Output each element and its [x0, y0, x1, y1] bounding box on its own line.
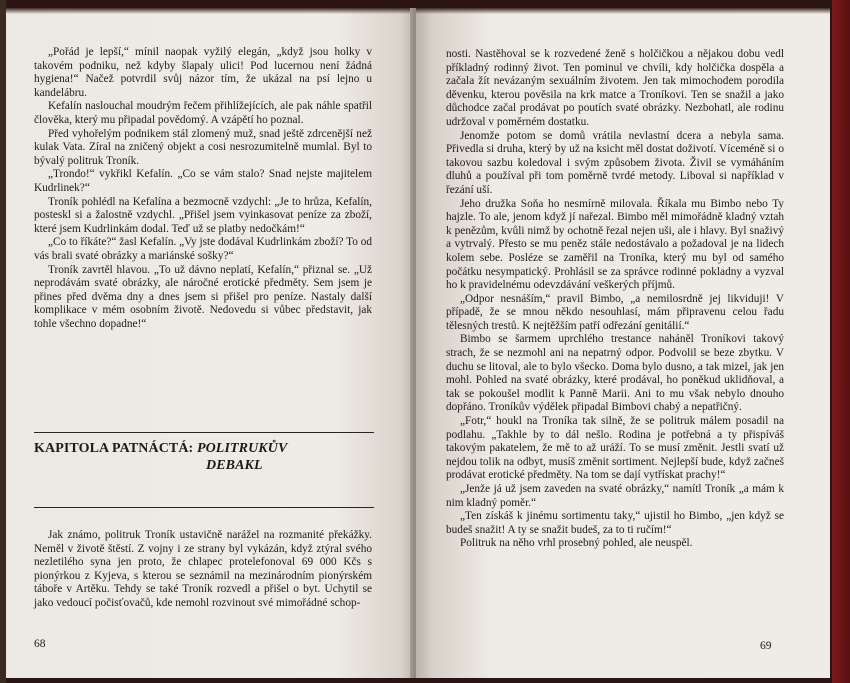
paragraph: Jenomže potom se domů vrátila nevlastní dcera a nebyla sama. Přivedla si druha, který by už na ksicht měl dostat doživotí. Víceméně si o takovou sazbu koledoval i svým způsobem života. Živil se vymáháním dluhů a používal při tom poměrně tvrdé metody. Liboval si například v řezání uší.	[446, 129, 784, 196]
paragraph: Jeho družka Soňa ho nesmírně milovala. Říkala mu Bimbo nebo Ty hajzle. To ale, jenom když jí nařezal. Bimbo měl mimořádně kladný vztah k penězům, kvůli nimž by ochotně řezal nejen uši, ale i hlavy. Byl snaživý a vytrvalý. Přesto se mu peněz stále nedostávalo a požadoval je na lidech kolem sebe. Posléze se zaměřil na Troníka, který mu byl od samého počátku nesympatický. Prohlásil se za správce rodinné pokladny a vyzval ho k pravidelnému odevzdávání veškerých příjmů.	[446, 197, 784, 292]
chapter-title-line1: POLITRUKŮV	[196, 441, 288, 456]
chapter-number: KAPITOLA PATNÁCTÁ:	[34, 441, 194, 456]
paragraph: „Ten získáš k jinému sortimentu taky,“ ujistil ho Bimbo, „jen když se budeš snažit! A ty se snažit budeš, za to ti ručím!“	[446, 510, 784, 536]
paragraph: nosti. Nastěhoval se k rozvedené ženě s holčičkou a nějakou dobu vedl příkladný rodinný život. Ten pominul ve chvíli, kdy holčička dospěla a začala žít nevázaným sexuálním životem. Jen tak mimochodem porodila děvenku, kterou pověsila na krk matce a Troníkovi. Ten se snažil a jako důchodce začal prodávat po poutích svaté obrázky. Nezbohatl, ale rodinu udržoval v poměrném dostatku.	[446, 48, 784, 128]
chapter-rule-bottom	[34, 507, 374, 508]
paragraph: „Co to říkáte?“ žasl Kefalín. „Vy jste dodával Kudrlinkám zboží? To od vás brali svaté obrázky a mariánské sošky?“	[34, 236, 372, 262]
paragraph: Troník zavrtěl hlavou. „To už dávno neplatí, Kefalín,“ přiznal se. „Už neprodávám svaté obrázky, ale náročné erotické předměty. Sem jsem je přines před dvěma dny a dnes jsem si přišel pro peníze. Nastaly další komplikace v mém osobním životě. Nedovedu si vůbec představit, jak tohle všechno dopadne!“	[34, 263, 372, 330]
paragraph: Jak známo, politruk Troník ustavičně narážel na rozmanité překážky. Neměl v životě štěstí. Z vojny i ze strany byl vykázán, když ztýral svého nezletilého syna jen proto, že chlapec protelefonoval 69 000 Kčs s pionýrkou z Kyjeva, s kterou se seznámil na mezinárodním pionýrském táboře v Artěku. Tehdy se také Troník rozvedl a přišel o byt. Uchytil se jako vedoucí počisťovačů, kde nemohl rozvinout své mimořádné schop-	[34, 529, 372, 609]
paragraph: Troník pohlédl na Kefalína a bezmocně vzdychl: „Je to hrůza, Kefalín, posteskl si a žalostně vzdychl. „Přišel jsem vyinkasovat peníze za zboží, které jsem Kudrlinkám dodal. Teď už se platby nedočkám!“	[34, 195, 372, 235]
paragraph: Kefalín naslouchal moudrým řečem přihlížejících, ale pak náhle spatřil člověka, který mu připadal povědomý. A vzápětí ho poznal.	[34, 100, 372, 126]
chapter-rule-top	[34, 432, 374, 433]
page-number-left: 68	[34, 638, 46, 650]
paragraph: Politruk na něho vrhl prosebný pohled, ale neuspěl.	[460, 537, 693, 550]
right-page	[416, 8, 830, 678]
chapter-title-line2: DEBAKL	[206, 458, 263, 473]
chapter-opening-text	[34, 529, 372, 611]
paragraph: Před vyhořelým podnikem stál zlomený muž, snad ještě zdrcenější než kulak Vata. Zíral na zničený objekt a cosi nesrozumitelně mumlal. Byl to bývalý politruk Troník.	[34, 127, 372, 167]
left-page-body	[34, 46, 372, 331]
page-number-right: 69	[760, 640, 772, 652]
paragraph: „Pořád je lepší,“ mínil naopak vyžilý elegán, „když jsou holky v takovém podniku, než kdyby šlapaly ulici! Pod lucernou není žádná hygiena!“ Načež potvrdil svůj názor tím, že ukázal na psí lejno u kandelábru.	[34, 46, 372, 99]
right-page-body	[446, 48, 784, 551]
chapter-heading	[34, 440, 374, 474]
paragraph: „Fotr,“ houkl na Troníka tak silně, že se politruk málem posadil na podlahu. „Takhle by to dál nešlo. Rodina je potřebná a ty přispíváš takovým pakatelem, že mě to až uráží. To se musí změnit. Jestli svatí už nejdou tolik na odbyt, musíš změnit sortiment. Nejlepší bude, když začneš prodávat erotické předměty. Na tom se dají vytřískat prachy!“	[446, 415, 784, 482]
paragraph: „Odpor nesnáším,“ pravil Bimbo, „a nemilosrdně jej likviduji! V případě, že se mnou někdo nesouhlasí, mám připravenu celou řadu tělesných trestů. K nejtěžším patří odřezání genitálií.“	[446, 292, 784, 332]
paragraph: „Jenže já už jsem zaveden na svaté obrázky,“ namítl Troník „a mám k nim kladný poměr.“	[446, 483, 784, 509]
page-edge-shadow	[6, 8, 416, 14]
left-page	[6, 8, 416, 678]
paragraph: Bimbo se šarmem uprchlého trestance naháněl Troníkovi takový strach, že se nezmohl ani na nepatrný odpor. Podvolil se beze zbytku. V duchu se litoval, ale to bylo všecko. Doma bylo dusno, a tak mizel, jak jen mohl. Pohled na svaté obrázky, které prodával, ho poněkud uklidňoval, a tak se pokoušel modlit k Panně Marii. Ani to mu však nebylo dnouho dopřáno. Troníkův výdělek připadal Bimbovi chabý a nepatřičný.	[446, 333, 784, 414]
page-edge-shadow	[416, 8, 830, 14]
paragraph: „Trondo!“ vykřikl Kefalín. „Co se vám stalo? Snad nejste majitelem Kudrlinek?“	[34, 168, 372, 194]
